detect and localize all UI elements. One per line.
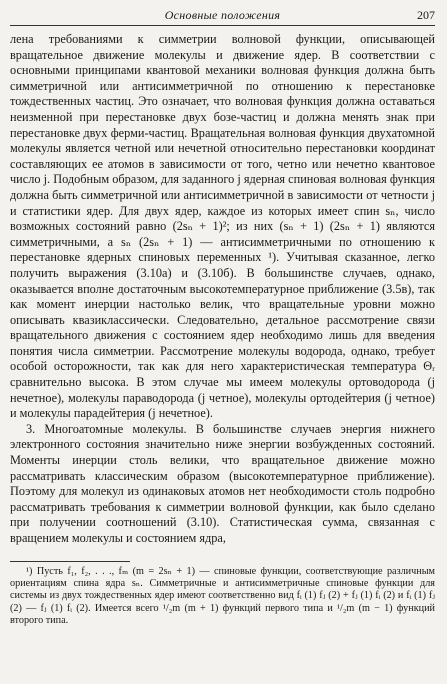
running-title: Основные положения <box>164 8 281 22</box>
paragraph-continuation: лена требованиями к симметрии волновой функции, описывающей вращательное движение молекулы и движение ядер. В соответствии с основными принципами квантовой механики волновая функция должна быть симметричной или антисимметричной по отношению к перестановке тождественных частиц. Это означает, что волновая функция должна оставаться неизменной при перестановке двух бозе-частиц и должна менять знак при перестановке двух ферми-частиц. Вращательная волновая функция двухатомной молекулы является четной или нечетной относительно перестановки координат составляющих ее атомов в зависимости от того, четно или нечетно квантовое число j. Подобным образом, для заданного j ядерная спиновая волновая функция должна быть симметричной или антисимметричной в зависимости от четности j и статистики ядер. Для двух ядер, каждое из которых имеет спин sₙ, число возможных состояний равно (2sₙ + 1)²; из них (sₙ + 1) (2sₙ + 1) являются симметричными, а sₙ (2sₙ + 1) — антисимметричными по отношению к перестановке ядерных спиновых переменных ¹). Учитывая сказанное, легко получить выражения (3.10а) и (3.10б). В большинстве случаев, однако, оказывается вполне достаточным высокотемпературное приближение (3.5в), так как момент инерции настолько велик, что вращательные уровни можно описывать квазиклассически. Следовательно, детальное рассмотрение связи вращательного движения с состоянием ядер необходимо лишь для введения понятия числа симметрии. Рассмотрение молекулы водорода, однако, требует особой осторожности, так как для него характеристическая температура Θᵣ сравнительно высока. В этом случае мы имеем молекулы ортоводорода (j нечетное), молекулы параводорода (j четное), молекулы ортодейтерия (j четное) и молекулы парадейтерия (j нечетное). <box>10 32 435 421</box>
paragraph-polyatomic-molecules: 3. Многоатомные молекулы. В большинстве случаев энергия нижнего электронного состояния значительно ниже энергии возбужденных состояний. Моменты инерции столь велики, что вращательное движение можно рассматривать классическим образом (высокотемпературное приближение). Поэтому для молекул из одинаковых атомов нет необходимости столь подробно рассматривать требования к симметрии волновой функции, как было сделано при получении соотношений (3.10). Статистическая сумма, связанная с вращением молекулы и состоянием ядра, <box>10 421 435 545</box>
body-text <box>10 32 435 547</box>
running-header <box>10 8 435 26</box>
footnote: ¹) Пусть f₁, f₂, . . ., fₘ (m = 2sₙ + 1) — спиновые функции, соответствующие различным ориентациям спина ядра sₙ. Симметричные и антисимметричные спиновые функции для системы из двух тождественных ядер имеют соответственно вид fᵢ (1) fⱼ (2) + fⱼ (1) fᵢ (2) и fᵢ (1) fⱼ (2) — fⱼ (1) fᵢ (2). Имеется всего ¹/₂m (m + 1) функций первого типа и ¹/₂m (m − 1) функций второго типа. <box>10 565 435 627</box>
page-number: 207 <box>417 8 435 22</box>
footnote-separator <box>10 561 130 562</box>
